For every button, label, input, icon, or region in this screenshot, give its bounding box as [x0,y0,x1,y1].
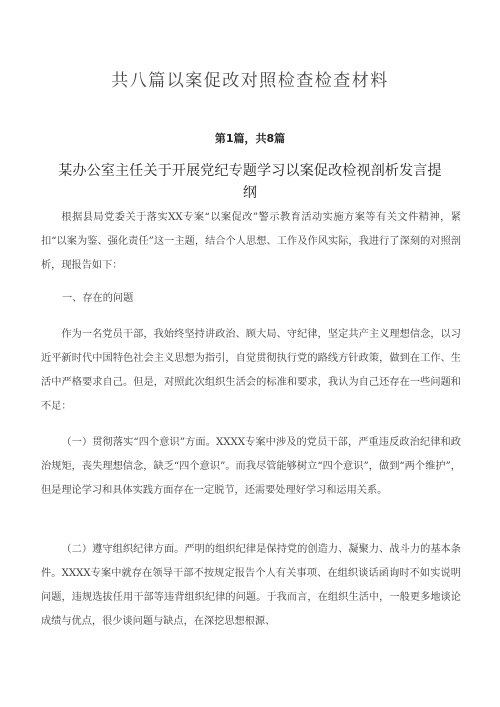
section-label: 第1篇，共8篇 [214,132,286,145]
body-paragraph-2: （一）贯彻落实“四个意识”方面。XXXX专案中涉及的党员干部，严重违反政治纪律和政治规矩，丧失理想信念，缺乏“四个意识”。而我尽管能够树立“四个意识”，做到“两个维护”，但是理论学习和具体实践方面存在一定脱节，还需要处理好学习和运用关系。 [41,437,461,496]
section-heading-problems: 一、存在的问题 [62,293,134,304]
intro-paragraph: 根据县局党委关于落实XX专案“以案促改”警示教育活动实施方案等有关文件精神，紧扣“以案为鉴、强化责任”这一主题，结合个人思想、工作及作风实际，我进行了深刻的对照剖析，现报告如下： [41,212,461,271]
article-title: 某办公室主任关于开展党纪专题学习以案促改检视剖析发言提纲 [58,163,442,201]
document-title: 共八篇以案促改对照检查检查材料 [111,71,389,91]
body-paragraph-1: 作为一名党员干部，我始终坚持讲政治、顾大局、守纪律，坚定共产主义理想信念，以习近平新时代中国特色社会主义思想为指引，自觉贯彻执行党的路线方针政策，做到在工作、生活中严格要求自己。但是，对照此次组织生活会的标准和要求，我认为自己还存在一些问题和不足： [41,329,461,412]
body-paragraph-3: （二）遵守组织纪律方面。严明的组织纪律是保持党的创造力、凝聚力、战斗力的基本条件。XXXX专案中就存在领导干部不按规定报告个人有关事项、在组织谈话函询时不如实说明问题，违规选拔任用干部等违背组织纪律的问题。于我而言，在组织生活中，一般更多地谈论成绩与优点，很少谈问题与缺点，在深挖思想根源、 [41,544,461,627]
